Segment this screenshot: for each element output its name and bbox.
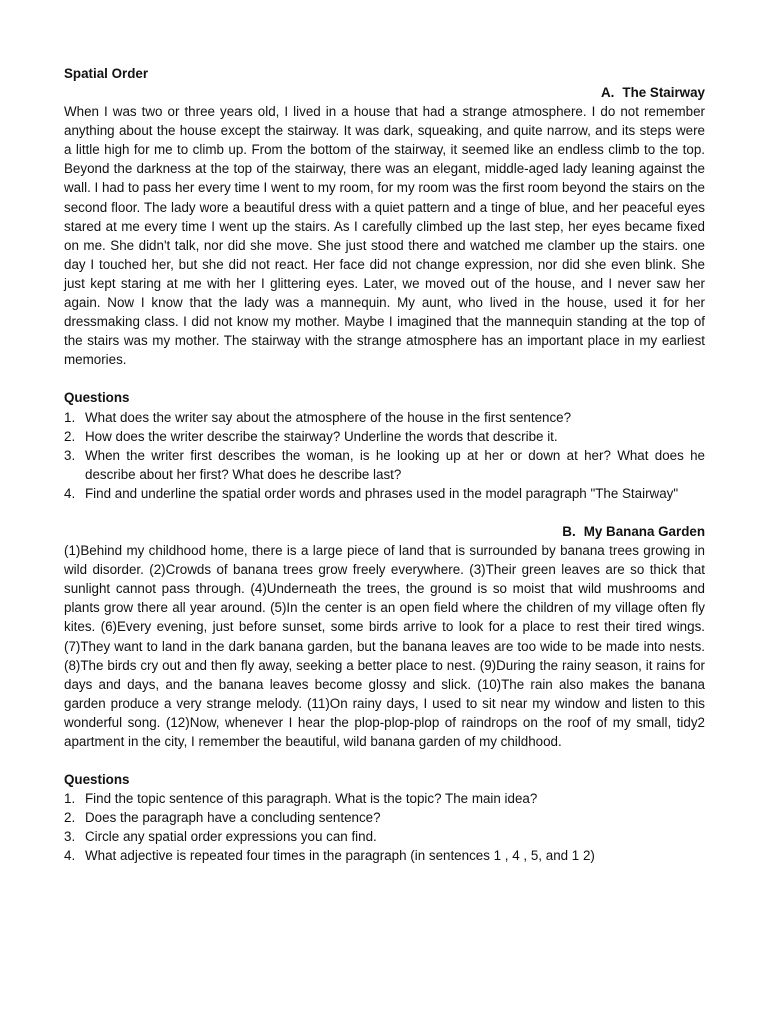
question-number: 3. [64, 829, 76, 845]
question-list-b [64, 789, 705, 865]
question-text: When the writer first describes the woman, is he looking up at her or down at her? What does he describe about her first? What does he describe last? [85, 447, 705, 482]
paragraph-the-stairway: When I was two or three years old, I lived in a house that had a strange atmosphere. I do not remember anything about the house except the stairway. It was dark, squeaking, and quite narrow, and its steps were a little high for me to climb up. From the bottom of the stairway, it seemed like an endless climb to the top. Beyond the darkness at the top of the stairway, there was an elegant, middle-aged lady leaning against the wall. I had to pass her every time I went to my room, for my room was the first room beyond the stairs on the second floor. The lady wore a beautiful dress with a quiet pattern and a tinge of blue, and her peaceful eyes stared at me every time I went up the stairs. As I carefully climbed up the last step, her eyes became fixed on me. She didn't talk, nor did she move. She just stood there and watched me clamber up the stairs. one day I touched her, but she did not react. Her face did not change expression, nor did she even blink. She just kept staring at me with her I glittering eyes. Later, we moved out of the house, and I never saw her again. Now I know that the lady was a mannequin. My aunt, who lived in the house, used it for her dressmaking class. I did not know my mother. Maybe I imagined that the mannequin standing at the top of the stairs was my mother. The stairway with the strange atmosphere has an important place in my earliest memories. [64, 104, 705, 368]
section-title-a: The Stairway [622, 85, 705, 100]
section-the-stairway [64, 83, 705, 503]
question-number: 2. [64, 810, 76, 826]
question-number: 2. [64, 428, 76, 444]
section-title-b: My Banana Garden [583, 523, 705, 539]
question-text: What adjective is repeated four times in the paragraph (in sentences 1 , 4 , 5, and 1 2) [85, 848, 595, 864]
question-text: Find the topic sentence of this paragraph. What is the topic? The main idea? [85, 791, 538, 807]
document-page [64, 64, 705, 866]
question-text: How does the writer describe the stairway? Underline the words that describe it. [85, 428, 558, 444]
section-letter-a: A. [600, 85, 615, 100]
document-title: Spatial Order [64, 66, 149, 81]
question-number: 4. [64, 848, 76, 864]
question-item [64, 408, 705, 427]
section-heading-a [64, 83, 705, 102]
questions-heading-b: Questions [64, 772, 130, 788]
question-item [64, 808, 705, 827]
question-item [64, 827, 705, 846]
question-item [64, 789, 705, 808]
spacer [64, 503, 705, 522]
question-text: Does the paragraph have a concluding sentence? [85, 810, 381, 826]
spacer [64, 751, 705, 770]
question-number: 1. [64, 791, 76, 807]
question-item [64, 446, 705, 484]
questions-heading-a: Questions [64, 390, 130, 406]
question-item [64, 846, 705, 865]
paragraph-my-banana-garden: (1)Behind my childhood home, there is a large piece of land that is surrounded by banana trees growing in wild disorder. (2)Crowds of banana trees grow freely everywhere. (3)Their green leaves are so thick that sunlight cannot pass through. (4)Underneath the trees, the ground is so moist that wild mushrooms and plants grow there all year around. (5)In the center is an open field where the children of my village often fly kites. (6)Every evening, just before sunset, some birds arrive to look for a place to rest their tired wings. (7)They want to land in the dark banana garden, but the banana leaves are too wide to be made into nests. (8)The birds cry out and then fly away, seeking a better place to nest. (9)During the rainy season, it rains for days and days, and the banana leaves become glossy and slick. (10)The rain also makes the banana garden produce a very strange melody. (11)On rainy days, I used to sit near my window and listen to this wonderful song. (12)Now, whenever I hear the plop-plop-plop of raindrops on the roof of my small, tidy2 apartment in the city, I remember the beautiful, wild banana garden of my childhood. [64, 543, 705, 749]
question-text: What does the writer say about the atmosphere of the house in the first sentence? [85, 409, 572, 425]
question-text: Circle any spatial order expressions you can find. [85, 829, 377, 845]
section-letter-b: B. [562, 523, 576, 539]
section-heading-b [64, 522, 705, 541]
section-my-banana-garden [64, 522, 705, 866]
question-number: 3. [64, 447, 76, 463]
question-number: 4. [64, 485, 76, 501]
question-list-a [64, 408, 705, 503]
question-item [64, 484, 705, 503]
question-number: 1. [64, 409, 76, 425]
question-text: Find and underline the spatial order words and phrases used in the model paragraph "The Stairway" [85, 485, 679, 501]
spacer [64, 369, 705, 388]
question-item [64, 427, 705, 446]
